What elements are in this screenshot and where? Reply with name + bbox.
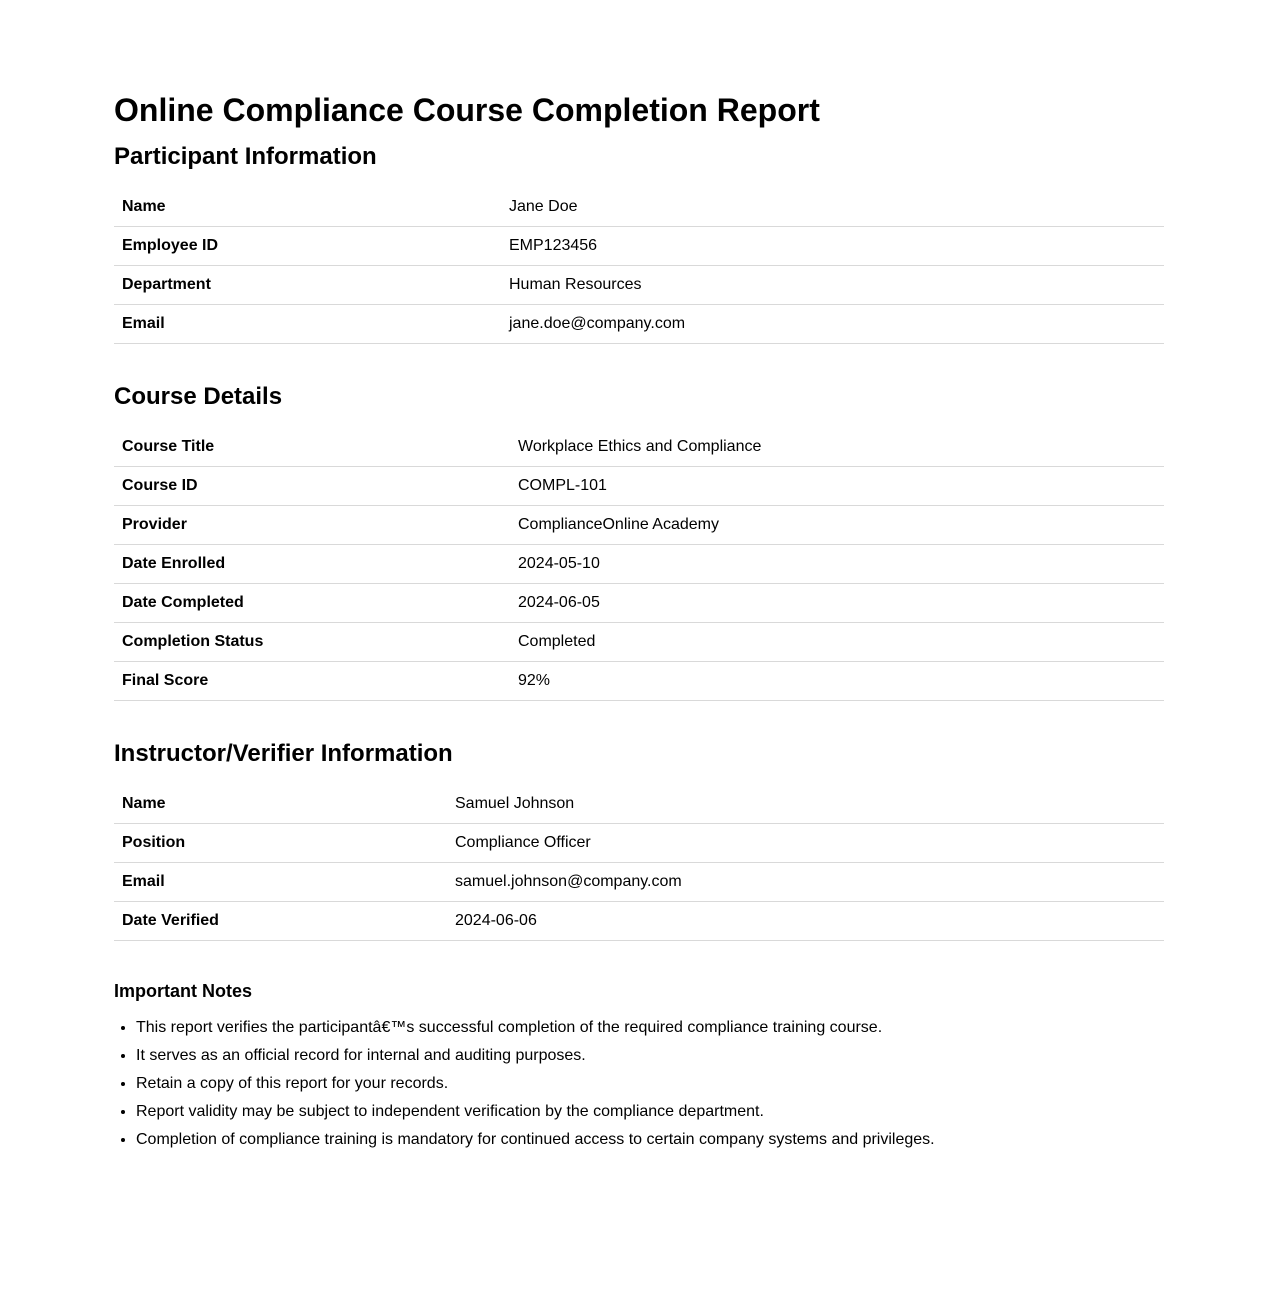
row-label: Email — [114, 305, 501, 344]
row-value: EMP123456 — [501, 227, 1164, 266]
table-row — [114, 623, 1164, 662]
participant-table — [114, 188, 1164, 344]
table-row — [114, 824, 1164, 863]
table-row — [114, 188, 1164, 227]
row-label: Name — [114, 188, 501, 227]
table-row — [114, 785, 1164, 824]
row-value: 2024-05-10 — [510, 545, 1164, 584]
row-value: ComplianceOnline Academy — [510, 506, 1164, 545]
row-label: Employee ID — [114, 227, 501, 266]
row-value: 92% — [510, 662, 1164, 701]
verifier-heading: Instructor/Verifier Information — [114, 740, 453, 767]
table-row — [114, 305, 1164, 344]
table-row — [114, 467, 1164, 506]
row-value: COMPL-101 — [510, 467, 1164, 506]
notes-heading: Important Notes — [114, 981, 253, 1001]
table-row — [114, 902, 1164, 941]
row-label: Date Completed — [114, 584, 510, 623]
notes-list — [114, 1014, 1164, 1154]
row-label: Course ID — [114, 467, 510, 506]
table-row — [114, 227, 1164, 266]
participant-heading: Participant Information — [114, 143, 377, 170]
row-label: Date Enrolled — [114, 545, 510, 584]
table-row — [114, 662, 1164, 701]
table-row — [114, 863, 1164, 902]
list-item: • Report validity may be subject to independent verification by the compliance department. — [136, 1098, 1164, 1126]
row-value: Jane Doe — [501, 188, 1164, 227]
row-value: Human Resources — [501, 266, 1164, 305]
list-item: • Retain a copy of this report for your records. — [136, 1070, 1164, 1098]
course-heading: Course Details — [114, 383, 283, 410]
row-value: jane.doe@company.com — [501, 305, 1164, 344]
row-label: Course Title — [114, 428, 510, 467]
report-title: Online Compliance Course Completion Report — [114, 92, 820, 128]
course-table — [114, 428, 1164, 701]
row-label: Position — [114, 824, 447, 863]
table-row — [114, 266, 1164, 305]
row-value: Samuel Johnson — [447, 785, 1164, 824]
row-value: Compliance Officer — [447, 824, 1164, 863]
row-label: Department — [114, 266, 501, 305]
row-label: Date Verified — [114, 902, 447, 941]
row-value: 2024-06-06 — [447, 902, 1164, 941]
list-item: • Completion of compliance training is mandatory for continued access to certain company systems and privileges. — [136, 1126, 1164, 1154]
table-row — [114, 506, 1164, 545]
row-label: Provider — [114, 506, 510, 545]
row-value: 2024-06-05 — [510, 584, 1164, 623]
row-label: Completion Status — [114, 623, 510, 662]
row-label: Email — [114, 863, 447, 902]
list-item: • This report verifies the participantâ€™s successful completion of the required compliance training course. — [136, 1014, 1164, 1042]
row-value: Completed — [510, 623, 1164, 662]
row-value: samuel.johnson@company.com — [447, 863, 1164, 902]
row-label: Final Score — [114, 662, 510, 701]
table-row — [114, 428, 1164, 467]
table-row — [114, 584, 1164, 623]
row-value: Workplace Ethics and Compliance — [510, 428, 1164, 467]
row-label: Name — [114, 785, 447, 824]
list-item: • It serves as an official record for internal and auditing purposes. — [136, 1042, 1164, 1070]
table-row — [114, 545, 1164, 584]
verifier-table — [114, 785, 1164, 941]
report-page — [114, 0, 1164, 1154]
